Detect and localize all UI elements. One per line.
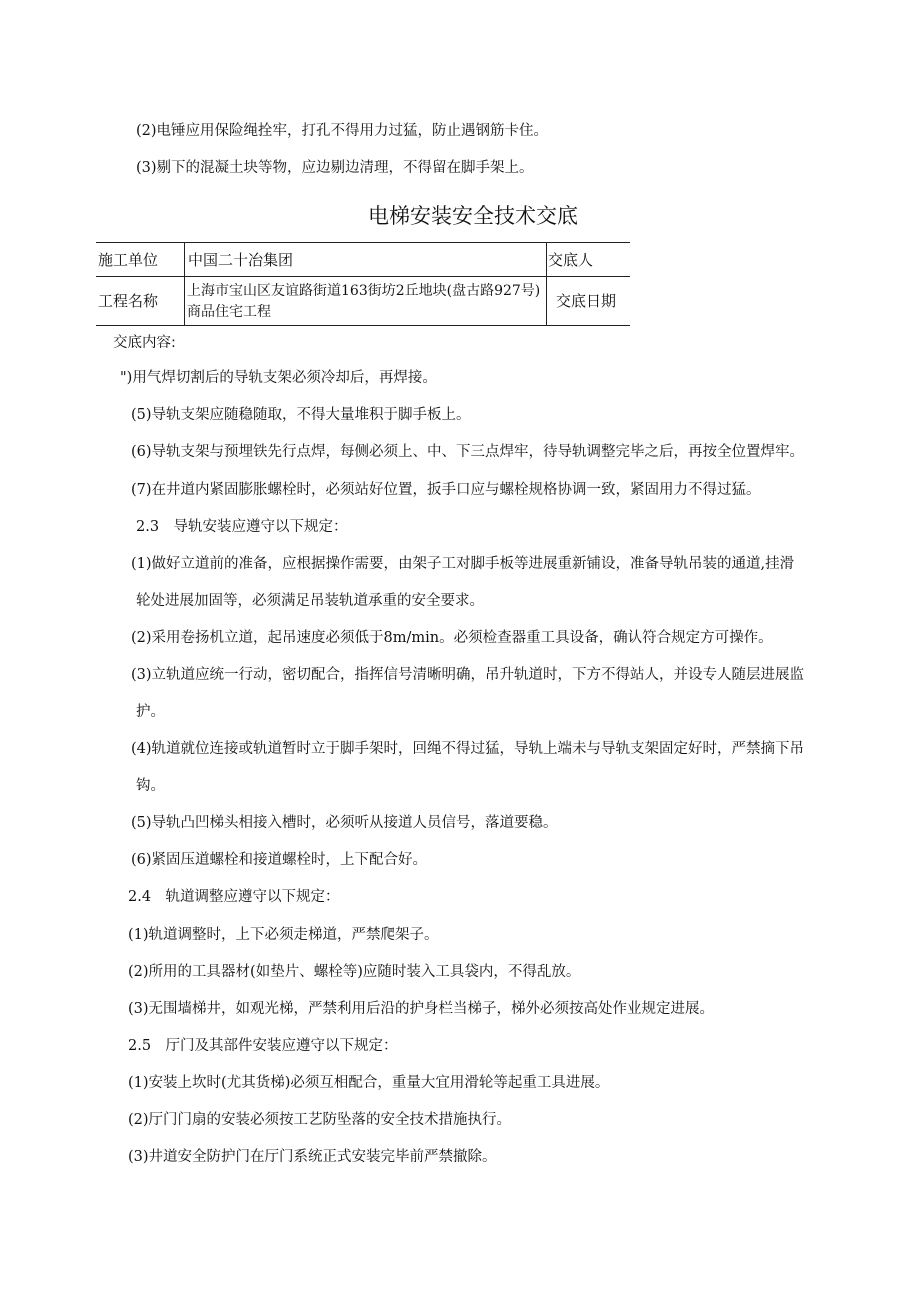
paragraph-line: (3)无围墙梯井，如观光梯，严禁利用后沿的护身栏当梯子，梯外必须按高处作业规定进展。 <box>128 1001 715 1017</box>
paragraph-line: (3)井道安全防护门在厅门系统正式安装完毕前严禁撤除。 <box>128 1149 497 1165</box>
paragraph-line: 轮处进展加固等，必须满足吊装轨道承重的安全要求。 <box>136 593 484 609</box>
paragraph-line: (1)安装上坎时(尤其货梯)必须互相配合，重量大宜用滑轮等起重工具进展。 <box>128 1075 610 1091</box>
paragraph-line: ")用气焊切割后的导轨支架必须冷却后，再焊接。 <box>120 370 437 386</box>
paragraph-line: (1)做好立道前的准备，应根据操作需要，由架子工对脚手板等进展重新铺设，准备导轨吊装的通道,挂滑 <box>131 556 795 572</box>
project-value: 上海市宝山区友谊路街道163街坊2丘地块(盘古路927号)商品住宅工程 <box>187 283 541 320</box>
section-heading: 2.4 轨道调整应遵守以下规定： <box>128 889 340 905</box>
paragraph-line: (2)厅门门扇的安装必须按工艺防坠落的安全技术措施执行。 <box>128 1112 512 1128</box>
paragraph-line: 钩。 <box>136 778 165 794</box>
paragraph-line: (7)在井道内紧固膨胀螺栓时，必须站好位置，扳手口应与螺栓规格协调一致，紧固用力不得过猛。 <box>131 482 761 498</box>
unit-value: 中国二十冶集团 <box>188 251 294 269</box>
handover-person-label: 交底人 <box>548 251 594 269</box>
paragraph-line: (2)所用的工具器材(如垫片、螺栓等)应随时装入工具袋内，不得乱放。 <box>128 964 581 980</box>
paragraph-line: (1)轨道调整时，上下必须走梯道，严禁爬架子。 <box>128 927 439 943</box>
paragraph-line: (4)轨道就位连接或轨道暂时立于脚手架时，回绳不得过猛，导轨上端未与导轨支架固定好时，严禁摘下吊 <box>131 741 805 757</box>
paragraph-line: (2)电锤应用保险绳拴牢，打孔不得用力过猛，防止遇钢筋卡住。 <box>136 123 549 139</box>
handover-table <box>96 242 630 326</box>
content-label: 交底内容: <box>113 335 176 351</box>
paragraph-line: (2)采用卷扬机立道，起吊速度必须低于8m/min。必须检查器重工具设备，确认符合规定方可操作。 <box>131 630 773 646</box>
unit-label: 施工单位 <box>98 251 159 269</box>
paragraph-line: (6)紧固压道螺栓和接道螺栓时，上下配合好。 <box>131 852 428 868</box>
paragraph-line: (3)立轨道应统一行动，密切配合，指挥信号清晰明确，吊升轨道时，下方不得站人，并设专人随层进展监 <box>131 667 805 683</box>
paragraph-line: (3)剔下的混凝土块等物，应边剔边清理，不得留在脚手架上。 <box>136 160 534 176</box>
section-heading: 2.3 导轨安装应遵守以下规定： <box>136 519 348 535</box>
date-label: 交底日期 <box>556 292 617 310</box>
paragraph-line: (5)导轨支架应随稳随取，不得大量堆积于脚手板上。 <box>131 407 471 423</box>
paragraph-line: (5)导轨凸凹梯头相接入槽时，必须听从接道人员信号，落道要稳。 <box>131 815 558 831</box>
project-label: 工程名称 <box>98 292 159 310</box>
paragraph-line: (6)导轨支架与预埋铁先行点焊，每侧必须上、中、下三点焊牢，待导轨调整完毕之后，再按全位置焊牢。 <box>131 444 805 460</box>
section-heading: 2.5 厅门及其部件安装应遵守以下规定： <box>128 1038 398 1054</box>
paragraph-line: 护。 <box>136 704 165 720</box>
document-title: 电梯安装安全技术交底 <box>368 204 578 228</box>
